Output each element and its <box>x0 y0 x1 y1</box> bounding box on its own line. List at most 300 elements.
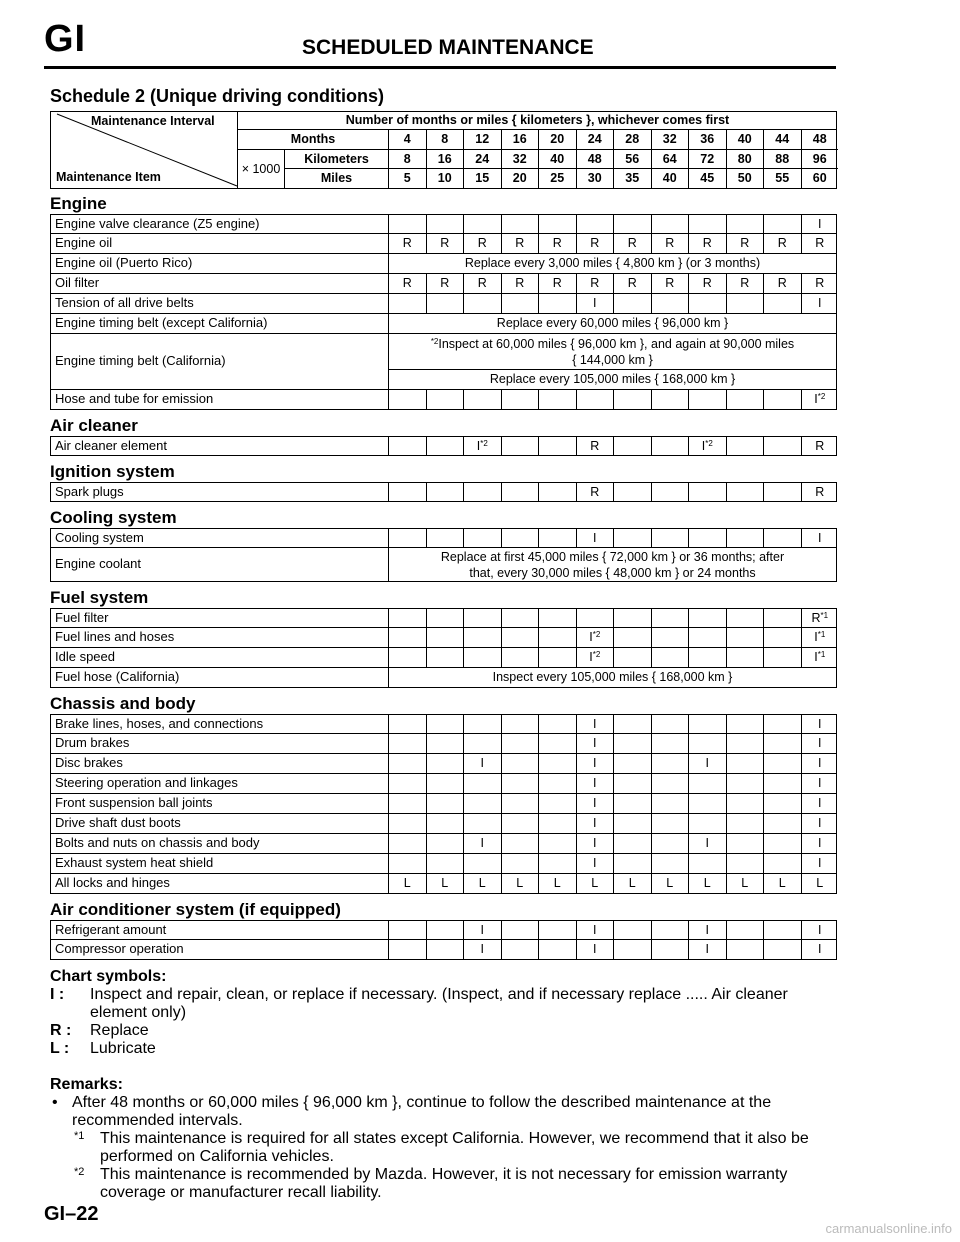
item-name: Tension of all drive belts <box>55 295 194 310</box>
interval-cell <box>426 529 464 547</box>
interval-cell: L <box>613 874 651 893</box>
interval-cell <box>726 940 764 959</box>
interval-cell <box>501 715 539 733</box>
interval-cell <box>426 715 464 733</box>
interval-cell <box>688 628 726 647</box>
interval-cell: L <box>651 874 689 893</box>
item-name: Refrigerant amount <box>55 922 167 937</box>
interval-miles-cell: 40 <box>651 169 689 188</box>
item-name: Brake lines, hoses, and connections <box>55 716 264 731</box>
footnote-mark: *1 <box>74 1130 85 1142</box>
interval-cell <box>463 215 501 233</box>
interval-cell <box>613 794 651 813</box>
interval-cell <box>463 648 501 667</box>
interval-cell: L <box>426 874 464 893</box>
interval-cell: R <box>801 234 839 253</box>
interval-cell <box>426 648 464 667</box>
interval-cell <box>688 483 726 501</box>
page-number: GI–22 <box>44 1203 99 1225</box>
interval-cell <box>726 794 764 813</box>
footnote-text: This maintenance is required for all states except California. However, we recommend that it also be performed on California vehicles. <box>100 1130 809 1165</box>
interval-cell <box>763 754 801 773</box>
interval-cell <box>763 294 801 313</box>
interval-cell <box>763 940 801 959</box>
interval-cell <box>651 734 689 753</box>
interval-cell: I <box>801 754 839 773</box>
interval-cell <box>726 294 764 313</box>
interval-cell: I <box>576 774 614 793</box>
interval-kilometers-cell: 8 <box>388 150 426 169</box>
item-name: Engine timing belt (except California) <box>55 315 268 330</box>
interval-cell <box>576 390 614 409</box>
item-name: Compressor operation <box>55 941 184 956</box>
interval-months-cell: 32 <box>651 130 689 150</box>
interval-cell <box>651 715 689 733</box>
interval-cell <box>538 294 576 313</box>
interval-cell <box>501 734 539 753</box>
interval-cell <box>763 648 801 667</box>
interval-cell: L <box>763 874 801 893</box>
interval-cell <box>763 921 801 939</box>
table-row <box>50 436 837 456</box>
interval-cell <box>388 834 426 853</box>
interval-cell: R <box>463 234 501 253</box>
interval-cell <box>763 814 801 833</box>
interval-cell <box>613 215 651 233</box>
interval-cell <box>763 529 801 547</box>
table-row <box>50 940 837 960</box>
interval-cell <box>388 437 426 455</box>
interval-cell <box>538 648 576 667</box>
interval-cell <box>463 715 501 733</box>
table-row <box>50 774 837 794</box>
item-name: Disc brakes <box>55 755 123 770</box>
interval-kilometers-cell: 64 <box>651 150 689 169</box>
interval-cell <box>501 754 539 773</box>
interval-cell: L <box>726 874 764 893</box>
interval-cell <box>613 734 651 753</box>
interval-cell: R <box>726 234 764 253</box>
item-name: Idle speed <box>55 649 115 664</box>
interval-cell: R <box>688 234 726 253</box>
interval-cell <box>501 609 539 627</box>
item-name: Air cleaner element <box>55 438 167 453</box>
header-rule <box>44 66 836 69</box>
interval-cell <box>763 854 801 873</box>
item-name: All locks and hinges <box>55 875 170 890</box>
interval-cell <box>501 834 539 853</box>
interval-cell <box>538 734 576 753</box>
interval-kilometers-cell: 80 <box>726 150 764 169</box>
interval-months-cell: 24 <box>576 130 614 150</box>
interval-cell: I <box>576 940 614 959</box>
interval-kilometers-cell: 88 <box>763 150 801 169</box>
interval-cell: I <box>801 715 839 733</box>
interval-cell: R <box>576 483 614 501</box>
interval-miles-cell: 20 <box>501 169 539 188</box>
interval-cell <box>613 715 651 733</box>
interval-cell <box>501 814 539 833</box>
interval-cell: I <box>576 294 614 313</box>
interval-cell <box>538 774 576 793</box>
interval-cell: I <box>576 814 614 833</box>
interval-cell <box>651 794 689 813</box>
interval-cell <box>463 529 501 547</box>
interval-cell <box>613 529 651 547</box>
interval-cell: R <box>688 274 726 293</box>
item-name: Fuel lines and hoses <box>55 629 175 644</box>
interval-cell <box>426 834 464 853</box>
interval-cell <box>426 609 464 627</box>
interval-cell: L <box>538 874 576 893</box>
table-row <box>50 608 837 628</box>
interval-kilometers-cell: 24 <box>463 150 501 169</box>
interval-cell <box>538 940 576 959</box>
interval-cell: R <box>801 483 839 501</box>
watermark: carmanualsonline.info <box>825 1221 952 1236</box>
interval-cell <box>651 754 689 773</box>
interval-cell <box>763 715 801 733</box>
interval-cell <box>651 437 689 455</box>
interval-cell <box>388 754 426 773</box>
table-row <box>50 482 837 502</box>
interval-cell: I <box>576 734 614 753</box>
interval-cell: I <box>801 294 839 313</box>
interval-cell: R <box>651 274 689 293</box>
interval-cell: R <box>651 234 689 253</box>
interval-cell <box>501 529 539 547</box>
interval-cell: I <box>801 854 839 873</box>
interval-cell <box>576 215 614 233</box>
interval-cell <box>388 628 426 647</box>
table-row <box>50 628 837 648</box>
interval-cell: R <box>726 274 764 293</box>
table-row <box>50 854 837 874</box>
footnote <box>50 1130 840 1166</box>
interval-cell <box>688 390 726 409</box>
interval-cell: R <box>801 274 839 293</box>
interval-cell: I <box>688 940 726 959</box>
interval-cell <box>388 294 426 313</box>
interval-cell <box>726 483 764 501</box>
interval-cell <box>726 628 764 647</box>
interval-cell <box>388 921 426 939</box>
interval-cell <box>651 529 689 547</box>
interval-kilometers-cell: 72 <box>688 150 726 169</box>
interval-cell: $R^{*1}$ <box>801 609 839 627</box>
interval-months-cell: 36 <box>688 130 726 150</box>
interval-cell: $I^{*1}$ <box>801 648 839 667</box>
interval-cell: L <box>576 874 614 893</box>
interval-kilometers-cell: 16 <box>426 150 464 169</box>
interval-cell <box>613 854 651 873</box>
item-name: Engine oil <box>55 235 113 250</box>
remarks-title: Remarks: <box>50 1076 123 1093</box>
interval-cell <box>726 834 764 853</box>
table-row <box>50 834 837 854</box>
interval-cell: R <box>388 234 426 253</box>
interval-cell: I <box>801 215 839 233</box>
months-label: Months <box>237 130 388 150</box>
interval-cell <box>538 390 576 409</box>
interval-kilometers-cell: 96 <box>801 150 839 169</box>
interval-cell: R <box>388 274 426 293</box>
item-name: Fuel hose (California) <box>55 669 180 684</box>
remarks-bullet <box>50 1094 840 1130</box>
table-row <box>50 754 837 774</box>
table-row <box>50 648 837 668</box>
interval-cell <box>501 628 539 647</box>
table-row <box>50 734 837 754</box>
interval-cell: $I^{*1}$ <box>801 628 839 647</box>
interval-cell: I <box>801 529 839 547</box>
interval-cell <box>538 437 576 455</box>
km-label: Kilometers <box>284 150 388 169</box>
schedule-title: Schedule 2 (Unique driving conditions) <box>50 86 385 106</box>
interval-cell <box>501 390 539 409</box>
interval-cell <box>426 814 464 833</box>
item-name: Engine timing belt (California) <box>55 353 226 368</box>
interval-cell <box>501 648 539 667</box>
interval-cell <box>651 814 689 833</box>
interval-cell: $I^{*2}$ <box>801 390 839 409</box>
section-title: Air conditioner system (if equipped) <box>50 900 341 919</box>
symbols-title: Chart symbols: <box>50 968 167 985</box>
interval-cell <box>538 834 576 853</box>
interval-cell <box>763 390 801 409</box>
symbol-letter: I : <box>50 986 65 1003</box>
symbol-entry <box>50 1022 840 1040</box>
interval-cell: I <box>576 834 614 853</box>
interval-cell: R <box>576 437 614 455</box>
interval-cell <box>426 390 464 409</box>
interval-cell <box>463 390 501 409</box>
item-name: Exhaust system heat shield <box>55 855 214 870</box>
interval-cell <box>501 483 539 501</box>
interval-cell <box>726 390 764 409</box>
interval-months-cell: 4 <box>388 130 426 150</box>
interval-miles-cell: 5 <box>388 169 426 188</box>
interval-cell <box>651 834 689 853</box>
interval-miles-cell: 25 <box>538 169 576 188</box>
interval-cell <box>388 609 426 627</box>
interval-miles-cell: 35 <box>613 169 651 188</box>
interval-cell <box>613 814 651 833</box>
interval-cell <box>726 774 764 793</box>
interval-kilometers-cell: 32 <box>501 150 539 169</box>
interval-cell <box>426 215 464 233</box>
interval-cell <box>388 215 426 233</box>
interval-cell <box>613 940 651 959</box>
interval-months-cell: 20 <box>538 130 576 150</box>
interval-cell <box>388 814 426 833</box>
interval-cell: L <box>501 874 539 893</box>
interval-cell <box>576 609 614 627</box>
section-title: Cooling system <box>50 508 177 527</box>
interval-cell <box>763 609 801 627</box>
interval-cell <box>463 774 501 793</box>
interval-cell: $I^{*2}$ <box>576 648 614 667</box>
item-name: Spark plugs <box>55 484 124 499</box>
interval-cell <box>726 609 764 627</box>
interval-cell <box>613 921 651 939</box>
interval-cell <box>763 483 801 501</box>
interval-miles-cell: 10 <box>426 169 464 188</box>
interval-cell <box>726 814 764 833</box>
interval-cell: I <box>801 814 839 833</box>
item-name: Oil filter <box>55 275 100 290</box>
interval-cell <box>538 215 576 233</box>
interval-cell <box>538 483 576 501</box>
interval-cell <box>388 529 426 547</box>
table-row <box>50 234 837 254</box>
interval-cell: R <box>426 234 464 253</box>
interval-cell <box>426 734 464 753</box>
interval-miles-cell: 55 <box>763 169 801 188</box>
interval-cell <box>463 483 501 501</box>
interval-cell <box>388 774 426 793</box>
interval-cell: R <box>538 234 576 253</box>
interval-cell <box>426 794 464 813</box>
symbol-entry <box>50 986 840 1022</box>
x1000-label: × 1000 <box>237 150 284 188</box>
footnote-text: This maintenance is recommended by Mazda. However, it is not necessary for emission warranty coverage or manufacturer recall liability. <box>100 1166 788 1201</box>
interval-cell <box>538 921 576 939</box>
table-row <box>50 334 837 390</box>
interval-cell <box>501 921 539 939</box>
interval-cell <box>388 648 426 667</box>
interval-cell: L <box>388 874 426 893</box>
interval-cell <box>613 483 651 501</box>
interval-cell <box>613 754 651 773</box>
item-name: Front suspension ball joints <box>55 795 213 810</box>
interval-cell: R <box>501 274 539 293</box>
interval-cell <box>426 754 464 773</box>
footnote <box>50 1166 840 1202</box>
interval-cell: R <box>463 274 501 293</box>
interval-cell <box>651 483 689 501</box>
table-row <box>50 274 837 294</box>
interval-cell <box>463 734 501 753</box>
interval-cell <box>426 628 464 647</box>
interval-cell <box>538 814 576 833</box>
table-row <box>50 668 837 688</box>
interval-cell: I <box>576 921 614 939</box>
interval-cell: I <box>801 940 839 959</box>
item-label: Maintenance Item <box>56 170 161 184</box>
item-name: Engine oil (Puerto Rico) <box>55 255 193 270</box>
interval-cell <box>613 774 651 793</box>
interval-cell <box>388 854 426 873</box>
interval-cell: R <box>801 437 839 455</box>
item-name: Steering operation and linkages <box>55 775 238 790</box>
interval-cell <box>501 940 539 959</box>
interval-miles-cell: 45 <box>688 169 726 188</box>
interval-cell <box>726 734 764 753</box>
section-title: Air cleaner <box>50 416 138 435</box>
interval-cell <box>688 774 726 793</box>
interval-cell: L <box>801 874 839 893</box>
interval-cell <box>651 215 689 233</box>
interval-cell <box>426 774 464 793</box>
interval-cell <box>651 648 689 667</box>
interval-cell: I <box>463 921 501 939</box>
bullet-icon: • <box>52 1094 58 1111</box>
interval-cell: R <box>501 234 539 253</box>
interval-cell: I <box>576 854 614 873</box>
interval-cell <box>688 648 726 667</box>
section-title: Ignition system <box>50 462 175 481</box>
interval-cell <box>426 437 464 455</box>
interval-cell: R <box>576 234 614 253</box>
interval-cell <box>613 437 651 455</box>
interval-cell <box>426 294 464 313</box>
remarks-bullet-text: After 48 months or 60,000 miles { 96,000 km }, continue to follow the described maintenance at the recommended intervals. <box>72 1094 772 1129</box>
interval-cell <box>501 215 539 233</box>
interval-cell <box>651 854 689 873</box>
table-row <box>50 548 837 582</box>
interval-cell <box>538 529 576 547</box>
interval-cell <box>651 921 689 939</box>
interval-cell <box>463 854 501 873</box>
table-row <box>50 254 837 274</box>
interval-cell: I <box>688 921 726 939</box>
interval-cell <box>763 834 801 853</box>
table-row <box>50 294 837 314</box>
table-row <box>50 920 837 940</box>
interval-cell <box>726 754 764 773</box>
table-row <box>50 390 837 410</box>
interval-cell <box>463 294 501 313</box>
page-title: SCHEDULED MAINTENANCE <box>302 36 594 59</box>
span-note: Inspect every 105,000 miles { 168,000 km } <box>388 668 836 687</box>
interval-cell <box>726 854 764 873</box>
interval-cell: I <box>463 940 501 959</box>
interval-cell <box>688 814 726 833</box>
interval-header-table <box>50 111 837 189</box>
interval-cell <box>538 854 576 873</box>
interval-miles-cell: 60 <box>801 169 839 188</box>
symbol-letter: L : <box>50 1040 70 1057</box>
interval-miles-cell: 15 <box>463 169 501 188</box>
interval-cell <box>613 609 651 627</box>
table-row <box>50 714 837 734</box>
section-title: Engine <box>50 194 107 213</box>
symbol-text: Lubricate <box>90 1040 156 1057</box>
item-name: Cooling system <box>55 530 144 545</box>
interval-months-cell: 12 <box>463 130 501 150</box>
interval-cell <box>538 609 576 627</box>
interval-cell <box>463 628 501 647</box>
interval-cell <box>501 794 539 813</box>
interval-kilometers-cell: 56 <box>613 150 651 169</box>
interval-cell <box>538 794 576 813</box>
interval-cell <box>651 294 689 313</box>
item-name: Bolts and nuts on chassis and body <box>55 835 260 850</box>
section-title: Chassis and body <box>50 694 196 713</box>
interval-cell: R <box>538 274 576 293</box>
interval-cell <box>651 774 689 793</box>
interval-label: Maintenance Interval <box>91 114 215 128</box>
interval-cell: $I^{*2}$ <box>576 628 614 647</box>
interval-cell: I <box>688 754 726 773</box>
symbol-text: Replace <box>90 1022 149 1039</box>
item-name: Drum brakes <box>55 735 130 750</box>
interval-cell: I <box>801 834 839 853</box>
interval-cell <box>388 940 426 959</box>
interval-cell: I <box>463 754 501 773</box>
interval-cell <box>688 794 726 813</box>
